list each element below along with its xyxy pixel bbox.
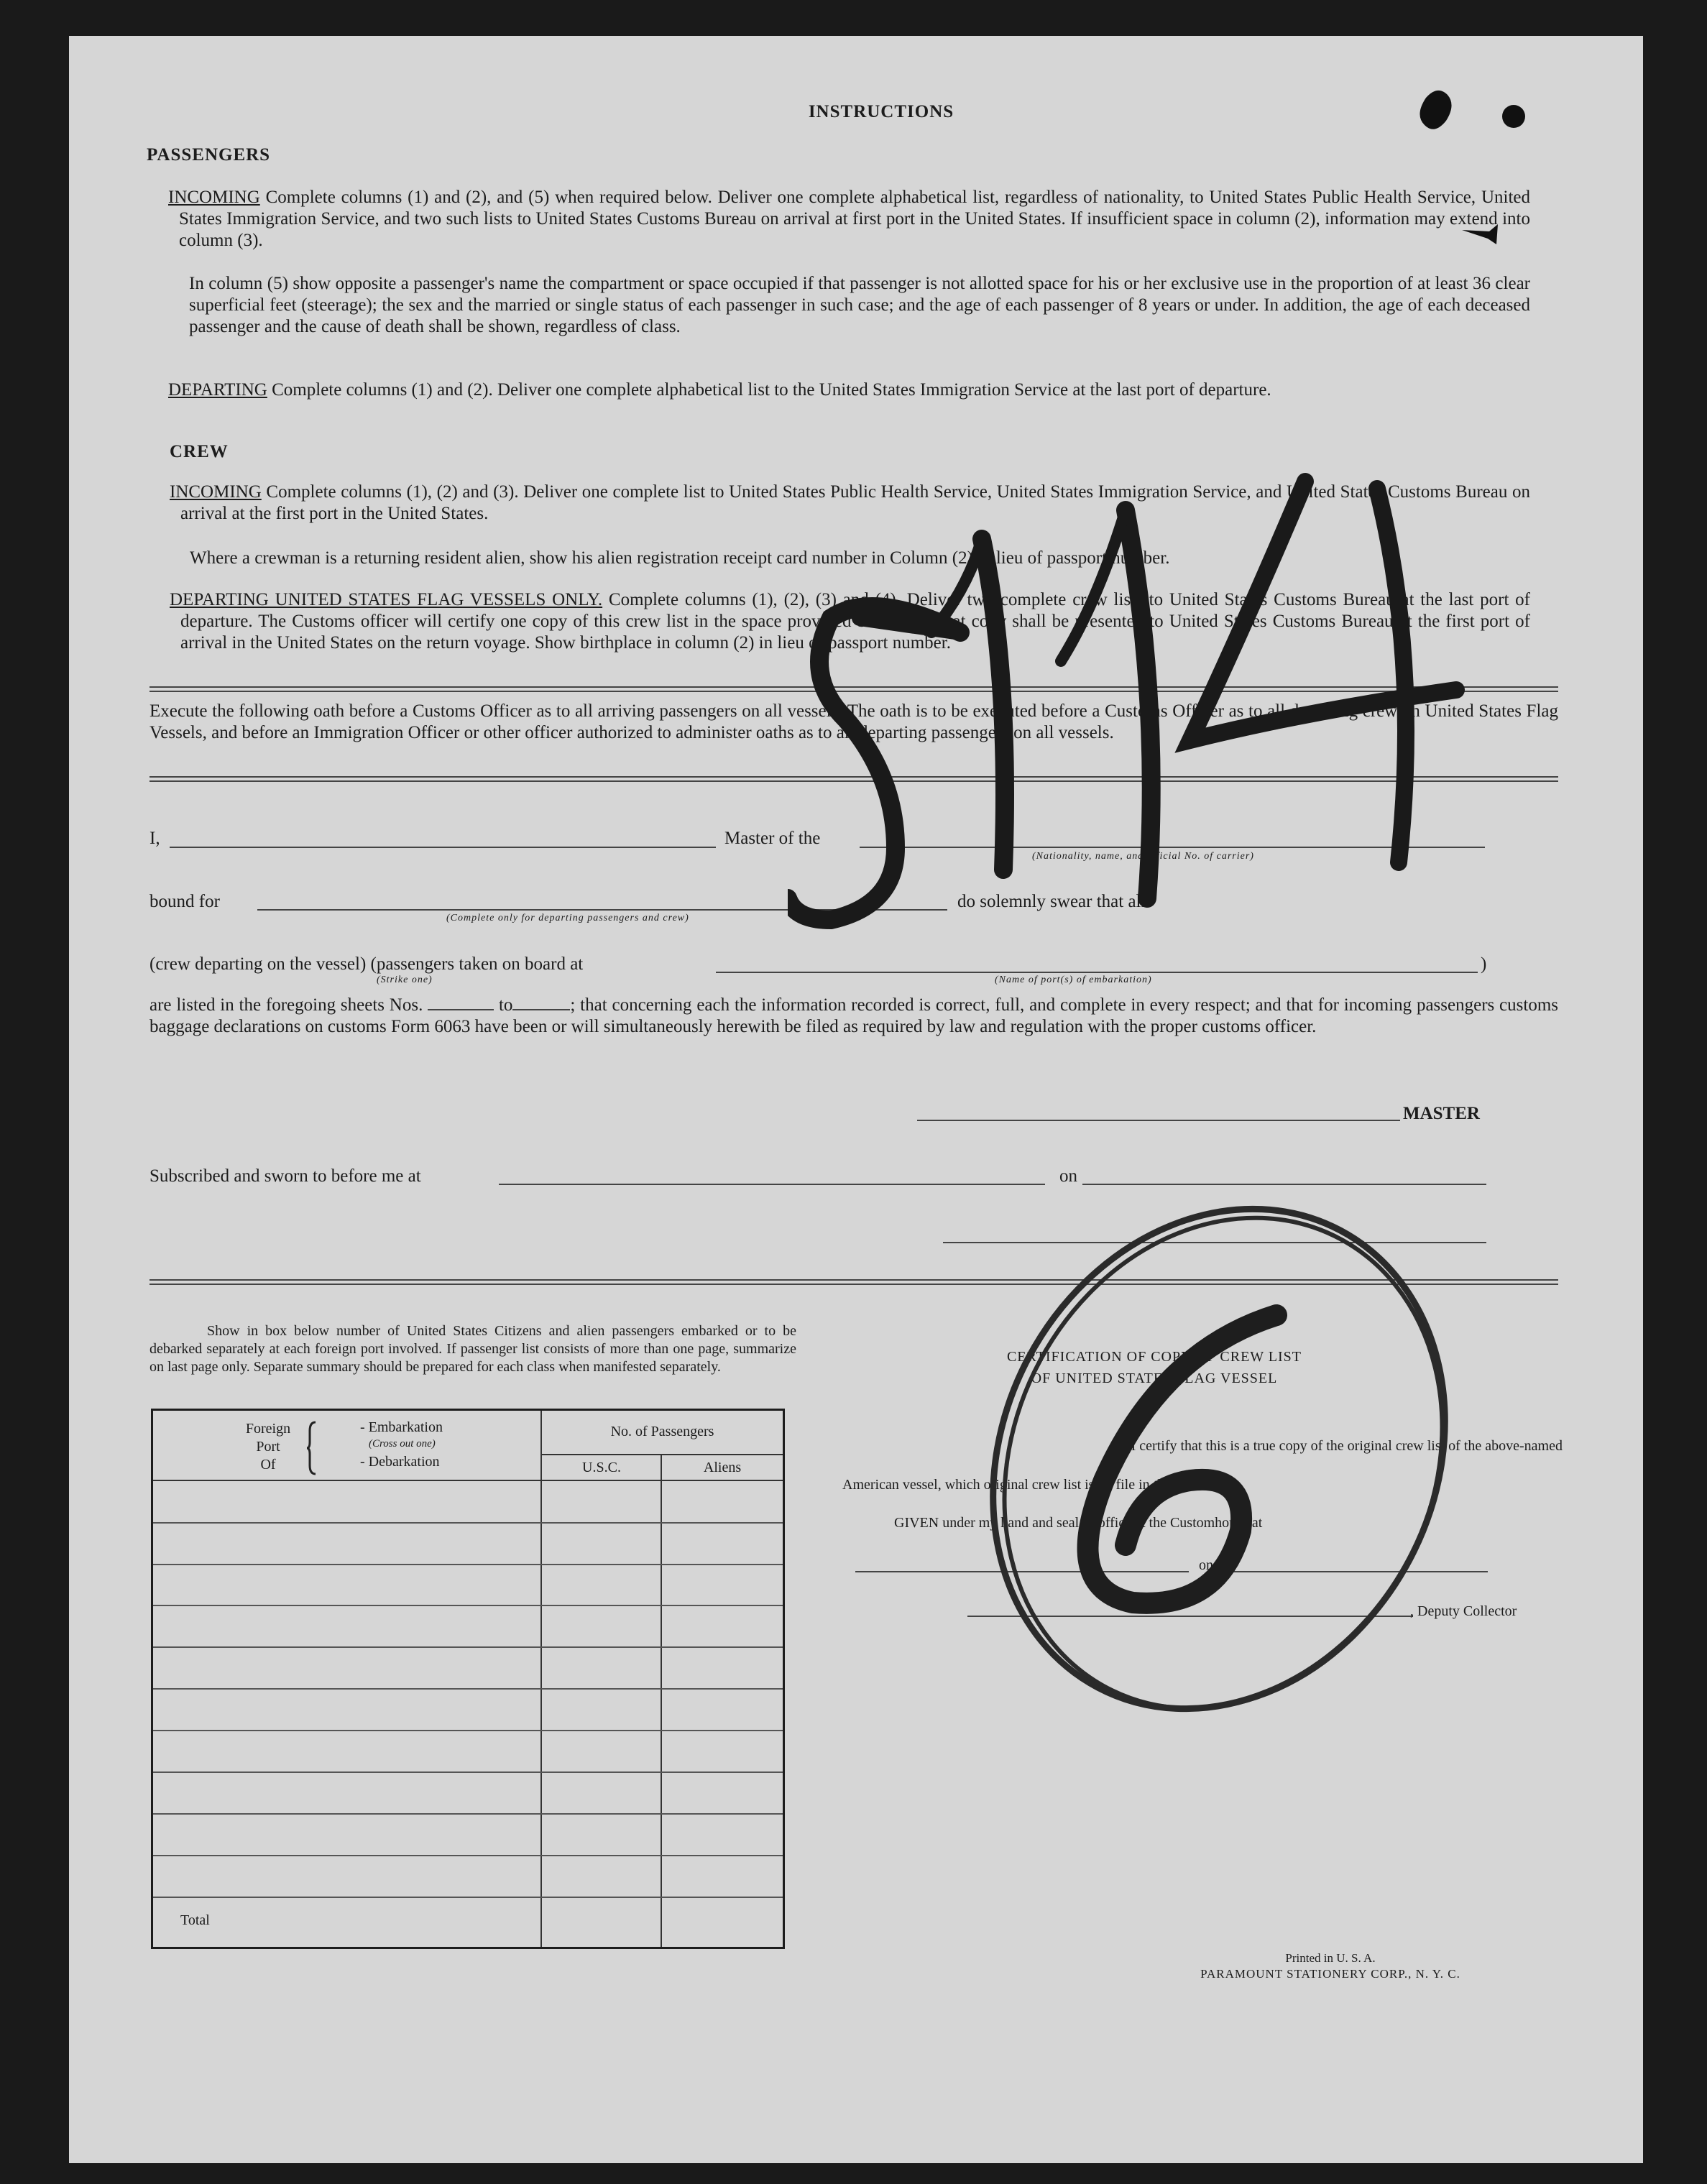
- table-row-line: [153, 1688, 783, 1690]
- sheet-to-field[interactable]: [512, 996, 570, 1010]
- header-aliens: Aliens: [703, 1460, 742, 1475]
- master-label: MASTER: [1403, 1104, 1480, 1123]
- passengers-departing-label: DEPARTING: [168, 380, 267, 400]
- ink-blot-icon: [1406, 79, 1571, 158]
- table-total-label: Total: [180, 1912, 210, 1928]
- table-row-line: [153, 1646, 783, 1648]
- crew-resident-paragraph: Where a crewman is a returning resident alien, show his alien registration receipt card number in Column (2) in lieu of passport number.: [190, 548, 1170, 568]
- passengers-incoming-label: INCOMING: [168, 188, 260, 207]
- listed-pre-text: are listed in the foregoing sheets Nos.: [149, 995, 423, 1015]
- strike-caption: (Strike one): [377, 974, 433, 985]
- subscribed-label: Subscribed and sworn to before me at: [149, 1166, 421, 1186]
- table-row-line: [153, 1522, 783, 1524]
- header-usc: U.S.C.: [582, 1460, 621, 1475]
- certification-title-2: OF UNITED STATES FLAG VESSEL: [1031, 1370, 1278, 1386]
- nationality-caption: (Nationality, name, and official No. of carrier): [1032, 851, 1254, 862]
- table-header-bottom: [153, 1480, 783, 1481]
- imprint-line-2: PARAMOUNT STATIONERY CORP., N. Y. C.: [1200, 1967, 1460, 1981]
- imprint-line-1: Printed in U. S. A.: [1285, 1951, 1376, 1965]
- crew-heading: CREW: [170, 442, 229, 461]
- certify-line-2: American vessel, which original crew list is on file in this office.: [842, 1477, 1215, 1493]
- summary-instructions: Show in box below number of United States Citizens and alien passengers embarked or to be debarked separately at each foreign port involved. If passenger list consists of more than one page, summarize on last page only. Separate summary should be prepared for each class when manifested separately.: [149, 1323, 796, 1375]
- header-of: Of: [260, 1457, 276, 1473]
- bound-caption: (Complete only for departing passengers and crew): [446, 913, 689, 923]
- oath-intro: Execute the following oath before a Customs Officer as to all arriving passengers on all vessels. The oath is to be executed before a Customs Officer as to all departing crew on United States Flag Vessels, and before an Immigration Officer or other officer authorized to administer oaths as to all departing passengers on all vessels.: [149, 701, 1558, 742]
- sheet-to-label: to: [498, 995, 513, 1015]
- handwritten-circled-number: [903, 1171, 1550, 1761]
- passengers-incoming-text: Complete columns (1) and (2), and (5) when required below. Deliver one complete alphabetical list, regardless of nationality, to United States Public Health Service, United States Immigration Service, and two such lists to United States Customs Bureau on arrival at first port in the United States. If insufficient space in column (2), information may extend into column (3).: [179, 188, 1530, 250]
- master-name-field[interactable]: [170, 847, 716, 848]
- table-row-line: [153, 1897, 783, 1898]
- crew-departing-text: Complete columns (1), (2), (3) and (4). Deliver two complete crew lists to United States Customs Bureau at the last port of departure. The Customs officer will certify one copy of this crew list in the space provided below and that copy shall be presented to United States Customs Bureau at the first port of arrival in the United States on the return voyage. Show birthplace in column (2) in lieu of passport number.: [180, 590, 1531, 653]
- certify-line-1: I certify that this is a true copy of the original crew list of the above-named: [1131, 1438, 1563, 1454]
- sheet-from-field[interactable]: [428, 996, 494, 1010]
- passengers-heading: PASSENGERS: [147, 145, 271, 165]
- table-row-line: [153, 1813, 783, 1815]
- handwritten-sheet-number: [788, 402, 1593, 977]
- crew-incoming-label: INCOMING: [170, 482, 262, 502]
- table-row-line: [153, 1730, 783, 1731]
- passengers-incoming-paragraph: [168, 187, 1530, 252]
- table-divider-aliens: [661, 1455, 662, 1947]
- table-row-line: [153, 1771, 783, 1773]
- crew-incoming-text: Complete columns (1), (2) and (3). Deliver one complete list to United States Public Health Service, United States Immigration Service, and United States Customs Bureau on arrival at the first port in the United States.: [180, 482, 1530, 523]
- certification-on-label: on: [1199, 1557, 1213, 1573]
- table-divider-usc: [540, 1411, 542, 1947]
- table-row-line: [153, 1855, 783, 1856]
- header-embarkation: - Embarkation: [360, 1419, 443, 1435]
- listed-sheets-paragraph: [149, 995, 1558, 1038]
- port-caption: (Name of port(s) of embarkation): [995, 974, 1152, 985]
- close-paren: ): [1481, 954, 1487, 974]
- deputy-collector-label: , Deputy Collector: [1410, 1603, 1517, 1619]
- arrow-mark-icon: [1456, 216, 1514, 252]
- passenger-summary-table: [151, 1409, 785, 1949]
- crew-departing-strike-text: (crew departing on the vessel) (passengers taken on board at: [149, 954, 584, 974]
- table-row-line: [153, 1605, 783, 1606]
- certification-title-1: CERTIFICATION OF COPY OF CREW LIST: [1006, 1349, 1302, 1365]
- given-text: GIVEN under my hand and seal of office at the Customhouse at: [894, 1515, 1263, 1531]
- header-no-of-passengers: No. of Passengers: [610, 1424, 714, 1439]
- brace-icon: [305, 1421, 321, 1475]
- passengers-column5-paragraph: In column (5) show opposite a passenger's name the compartment or space occupied if that passenger is not allotted space for his or her exclusive use in the proportion of at least 36 clear superficial feet (steerage); the sex and the married or single status of each passenger in such case; and the age of each passenger of 8 years or under. In addition, the age of each deceased passenger and the cause of death shall be shown, regardless of class.: [189, 274, 1530, 336]
- master-of-label: Master of the: [724, 829, 821, 848]
- passengers-departing-paragraph: [168, 379, 1530, 401]
- header-port: Port: [256, 1439, 280, 1455]
- bound-for-label: bound for: [149, 892, 220, 911]
- table-header-split: [542, 1454, 783, 1455]
- header-debarkation: - Debarkation: [360, 1454, 440, 1470]
- page-title: INSTRUCTIONS: [808, 102, 954, 121]
- header-foreign: Foreign: [245, 1421, 291, 1437]
- subscribed-on-label: on: [1059, 1166, 1077, 1186]
- table-row-line: [153, 1564, 783, 1565]
- crew-departing-label: DEPARTING UNITED STATES FLAG VESSELS ONLY.: [170, 590, 603, 609]
- oath-i-label: I,: [149, 829, 160, 848]
- passengers-departing-text: Complete columns (1) and (2). Deliver one complete alphabetical list to the United States Immigration Service at the last port of departure.: [272, 380, 1271, 400]
- listed-post-text: ; that concerning each the information recorded is correct, full, and complete in every respect; and that for incoming passengers customs baggage declarations on customs Form 6063 have been or will simultaneously herewith be filed as required by law and regulation with the proper customs officer.: [149, 995, 1558, 1036]
- swear-text: do solemnly swear that all: [957, 892, 1146, 911]
- master-signature-field[interactable]: [917, 1120, 1400, 1121]
- document-page: [69, 36, 1643, 2163]
- header-cross-out: (Cross out one): [369, 1438, 436, 1450]
